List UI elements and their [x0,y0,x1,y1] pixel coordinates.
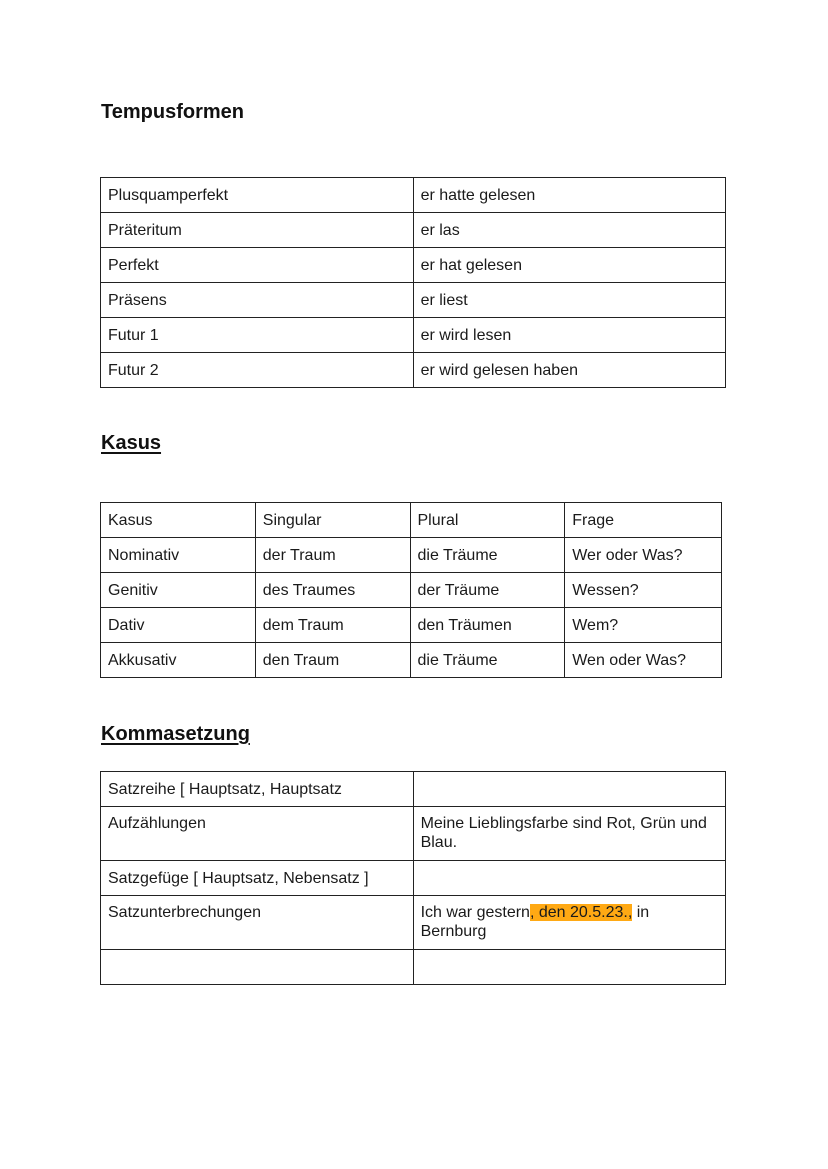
highlighted-text: , den 20.5.23., [529,904,633,921]
kasus-cell: Wen oder Was? [565,643,722,678]
komma-example: Meine Lieblingsfarbe sind Rot, Grün und Blau. [413,807,725,861]
kasus-cell: Akkusativ [101,643,256,678]
column-header: Singular [255,503,410,538]
komma-rule [101,950,414,985]
kasus-heading: Kasus [101,432,162,454]
example-text: in Bernburg [420,904,650,940]
table-row [101,573,722,608]
table-row [101,643,722,678]
column-header: Plural [410,503,565,538]
table-row [101,861,726,896]
komma-example [413,772,725,807]
kasus-cell: dem Traum [255,608,410,643]
komma-example [413,950,725,985]
tempus-example: er wird lesen [413,318,725,353]
table-row [101,608,722,643]
kasus-cell: Dativ [101,608,256,643]
komma-example [413,896,725,950]
example-text: Ich war gestern [420,904,530,921]
tempus-form: Plusquamperfekt [101,178,414,213]
table-row [101,283,726,318]
tempus-example: er wird gelesen haben [413,353,725,388]
komma-rule: Aufzählungen [101,807,414,861]
kasus-cell: der Traum [255,538,410,573]
kommasetzung-heading: Kommasetzung [101,723,250,745]
tempus-example: er liest [413,283,725,318]
komma-table [100,771,726,985]
komma-rule: Satzunterbrechungen [101,896,414,950]
tempus-form: Präsens [101,283,414,318]
tempus-table [100,177,726,388]
table-header-row [101,503,722,538]
komma-rule: Satzgefüge [ Hauptsatz, Nebensatz ] [101,861,414,896]
tempusformen-heading: Tempusformen [101,101,244,123]
kasus-cell: die Träume [410,538,565,573]
kasus-cell: die Träume [410,643,565,678]
table-row [101,807,726,861]
kasus-cell: den Traum [255,643,410,678]
tempus-example: er las [413,213,725,248]
komma-rule: Satzreihe [ Hauptsatz, Hauptsatz [101,772,414,807]
table-row [101,213,726,248]
table-row [101,950,726,985]
kasus-cell: Wessen? [565,573,722,608]
kasus-cell: des Traumes [255,573,410,608]
tempus-form: Präteritum [101,213,414,248]
column-header: Frage [565,503,722,538]
kasus-cell: Wem? [565,608,722,643]
kasus-cell: Wer oder Was? [565,538,722,573]
tempus-example: er hat gelesen [413,248,725,283]
kasus-cell: Genitiv [101,573,256,608]
kasus-table [100,502,722,678]
kasus-cell: der Träume [410,573,565,608]
table-row [101,353,726,388]
table-row [101,772,726,807]
tempus-form: Futur 2 [101,353,414,388]
kasus-cell: den Träumen [410,608,565,643]
tempus-example: er hatte gelesen [413,178,725,213]
table-row [101,178,726,213]
tempus-form: Futur 1 [101,318,414,353]
kasus-cell: Nominativ [101,538,256,573]
table-row [101,896,726,950]
table-row [101,318,726,353]
tempus-form: Perfekt [101,248,414,283]
table-row [101,248,726,283]
komma-example [413,861,725,896]
column-header: Kasus [101,503,256,538]
table-row [101,538,722,573]
